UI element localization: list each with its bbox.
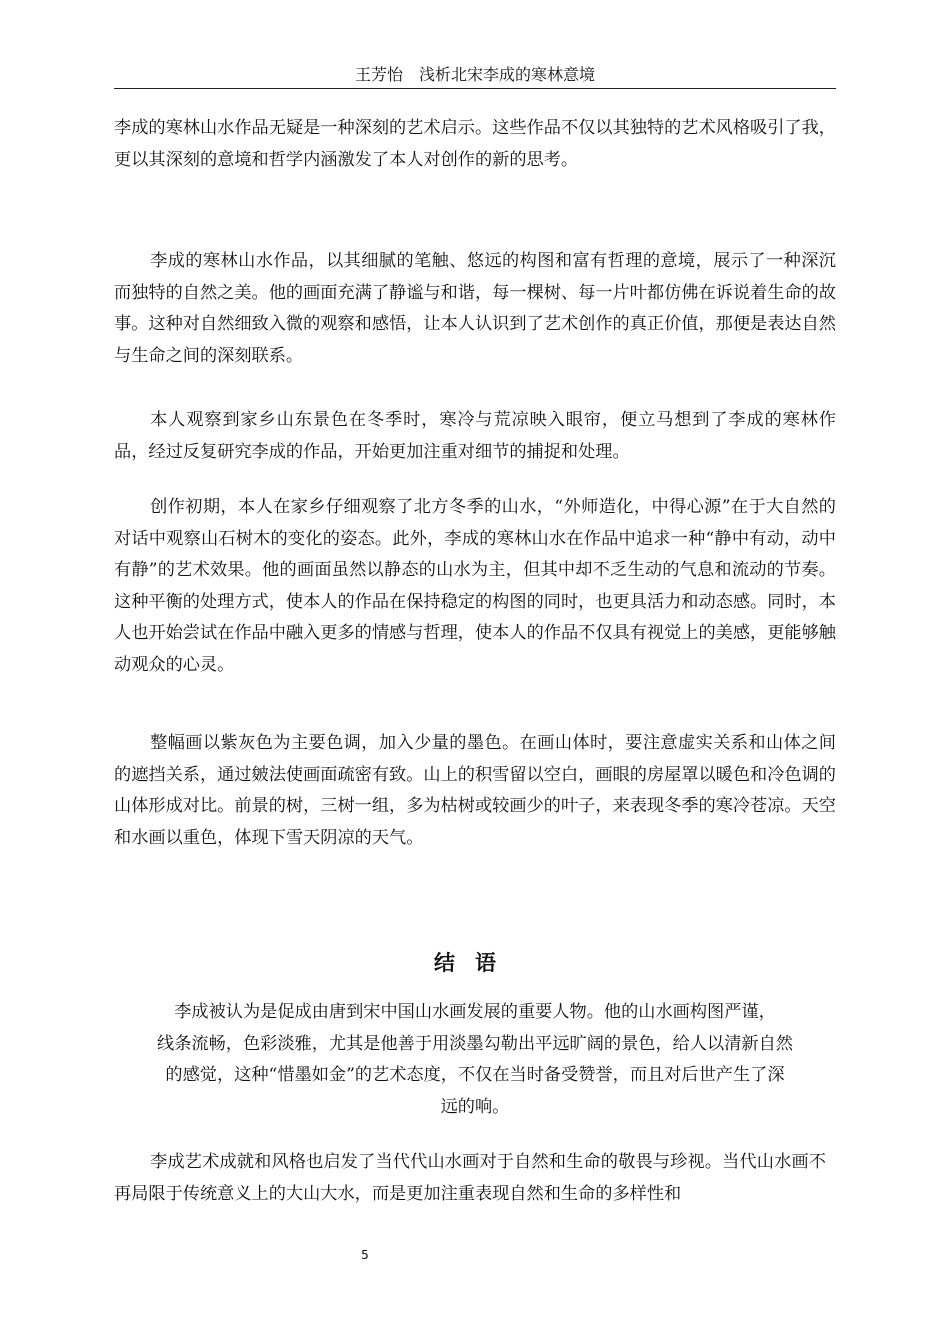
header-divider — [114, 88, 836, 89]
conclusion-line: 的感觉，这种“惜墨如金”的艺术态度，不仅在当时备受赞誉，而且对后世产生了深 — [165, 1065, 785, 1085]
running-header: 王芳怡 浅析北宋李成的寒林意境 — [354, 65, 595, 84]
paragraph-cold-forest-beauty: 李成的寒林山水作品，以其细腻的笔触、悠远的构图和富有哲理的意境，展示了一种深沉而独特的自然之美。他的画面充满了静谧与和谐，每一棵树、每一片叶都仿佛在诉说着生命的故事。这种对自然细致入微的观察和感悟，让本人认识到了艺术创作的真正价值，那便是表达自然与生命之间的深刻联系。 — [114, 251, 836, 366]
paragraph-color-composition: 整幅画以紫灰色为主要色调，加入少量的墨色。在画山体时，要注意虚实关系和山体之间的遮挡关系，通过皴法使画面疏密有致。山上的积雪留以空白，画眼的房屋罩以暖色和冷色调的山体形成对比。前景的树，三树一组，多为枯树或较画少的叶子，来表现冬季的寒冷苍凉。天空和水画以重色，体现下雪天阴凉的天气。 — [114, 733, 836, 848]
conclusion-line: 线条流畅，色彩淡雅，尤其是他善于用淡墨勾勒出平远旷阔的景色，给人以清新自然 — [157, 1033, 793, 1054]
conclusion-paragraph-2: 李成艺术成就和风格也启发了当代代山水画对于自然和生命的敬畏与珍视。当代山水画不再局限于传统意义上的大山大水，而是更加注重表现自然和生命的多样性和 — [114, 1152, 826, 1204]
paragraph-intro: 李成的寒林山水作品无疑是一种深刻的艺术启示。这些作品不仅以其独特的艺术风格吸引了我，更以其深刻的意境和哲学内涵激发了本人对创作的新的思考。 — [114, 118, 836, 170]
paragraph-hometown-observation: 本人观察到家乡山东景色在冬季时，寒冷与荒凉映入眼帘，便立马想到了李成的寒林作品，经过反复研究李成的作品，开始更加注重对细节的捕捉和处理。 — [114, 410, 836, 462]
page-number: 5 — [361, 1248, 369, 1262]
conclusion-line: 远的响。 — [440, 1096, 510, 1117]
conclusion-line: 李成被认为是促成由唐到宋中国山水画发展的重要人物。他的山水画构图严谨， — [174, 1002, 776, 1022]
section-title-conclusion: 结语 — [434, 951, 516, 975]
conclusion-paragraph-1 — [114, 997, 836, 1123]
paragraph-creation-process: 创作初期，本人在家乡仔细观察了北方冬季的山水，“外师造化，中得心源”在于大自然的对话中观察山石树木的变化的姿态。此外，李成的寒林山水在作品中追求一种“静中有动，动中有静”的艺术效果。他的画面虽然以静态的山水为主，但其中却不乏生动的气息和流动的节奏。这种平衡的处理方式，使本人的作品在保持稳定的构图的同时，也更具活力和动态感。同时，本人也开始尝试在作品中融入更多的情感与哲理，使本人的作品不仅具有视觉上的美感，更能够触动观众的心灵。 — [114, 497, 836, 675]
